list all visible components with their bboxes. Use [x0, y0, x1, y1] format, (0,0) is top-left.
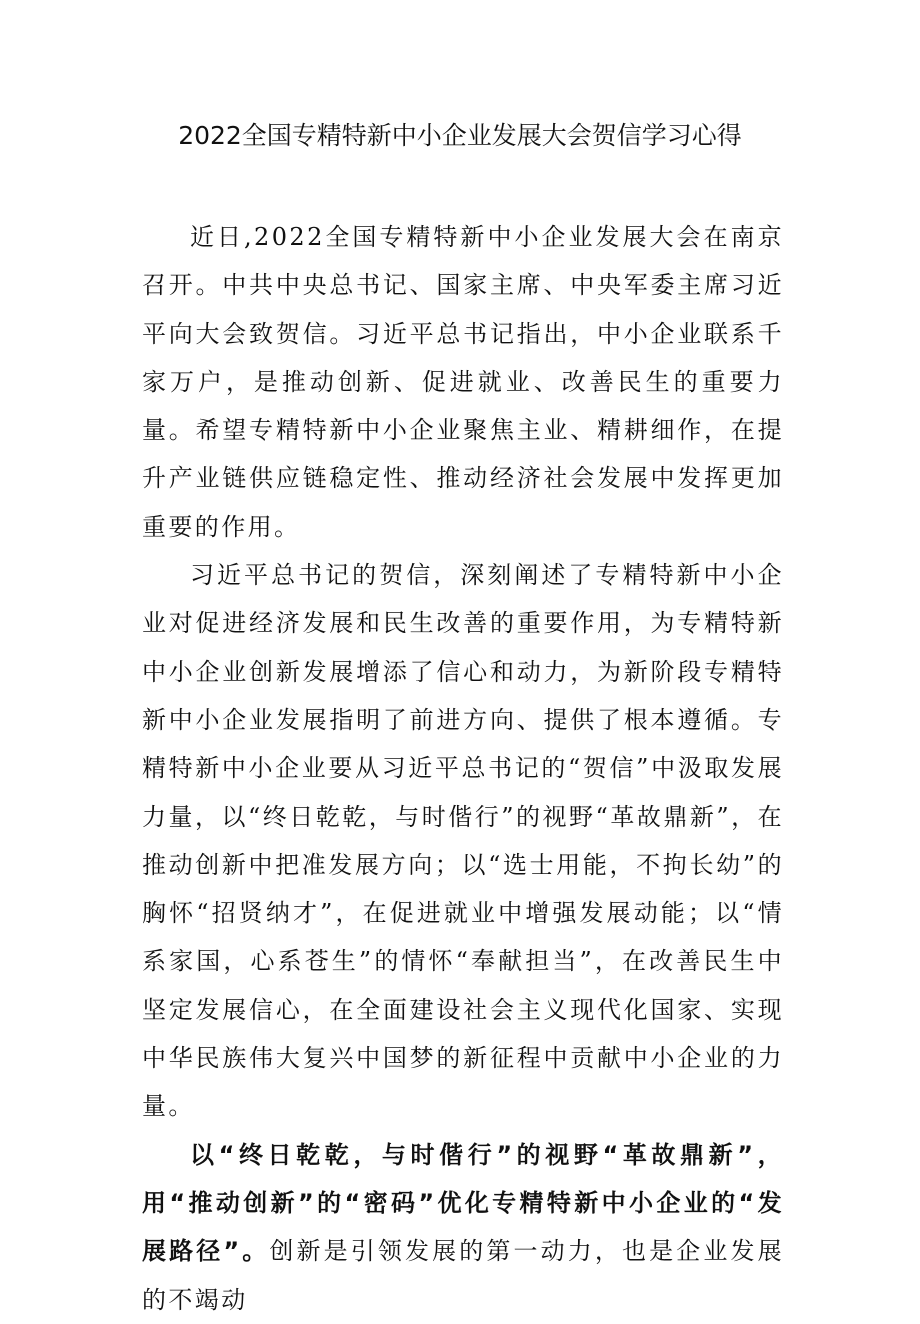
document-title: 2022全国专精特新中小企业发展大会贺信学习心得 — [178, 121, 742, 150]
paragraph-3-bold-lead: 以“终日乾乾，与时偕行”的视野“革故鼎新”，用“推动创新”的“密码”优化专精特新中小企业的“发展路径”。 — [142, 1140, 784, 1266]
paragraph-2 — [142, 551, 784, 1131]
document-body — [142, 213, 784, 1324]
paragraph-2-text: 习近平总书记的贺信，深刻阐述了专精特新中小企业对促进经济发展和民生改善的重要作用，为专精特新中小企业创新发展增添了信心和动力，为新阶段专精特新中小企业发展指明了前进方向、提供了根本遵循。专精特新中小企业要从习近平总书记的“贺信”中汲取发展力量，以“终日乾乾，与时偕行”的视野“革故鼎新”，在推动创新中把准发展方向；以“选士用能，不拘长幼”的胸怀“招贤纳才”，在促进就业中增强发展动能；以“情系家国，心系苍生”的情怀“奉献担当”，在改善民生中坚定发展信心，在全面建设社会主义现代化国家、实现中华民族伟大复兴中国梦的新征程中贡献中小企业的力量。 — [142, 561, 784, 1121]
paragraph-3 — [142, 1131, 784, 1324]
paragraph-1 — [142, 213, 784, 551]
paragraph-1-text: 近日,2022全国专精特新中小企业发展大会在南京召开。中共中央总书记、国家主席、中央军委主席习近平向大会致贺信。习近平总书记指出，中小企业联系千家万户，是推动创新、促进就业、改善民生的重要力量。希望专精特新中小企业聚焦主业、精耕细作，在提升产业链供应链稳定性、推动经济社会发展中发挥更加重要的作用。 — [142, 223, 784, 541]
paragraph-3-text: 创新是引领发展的第一动力，也是企业发展的不竭动 — [142, 1237, 784, 1314]
